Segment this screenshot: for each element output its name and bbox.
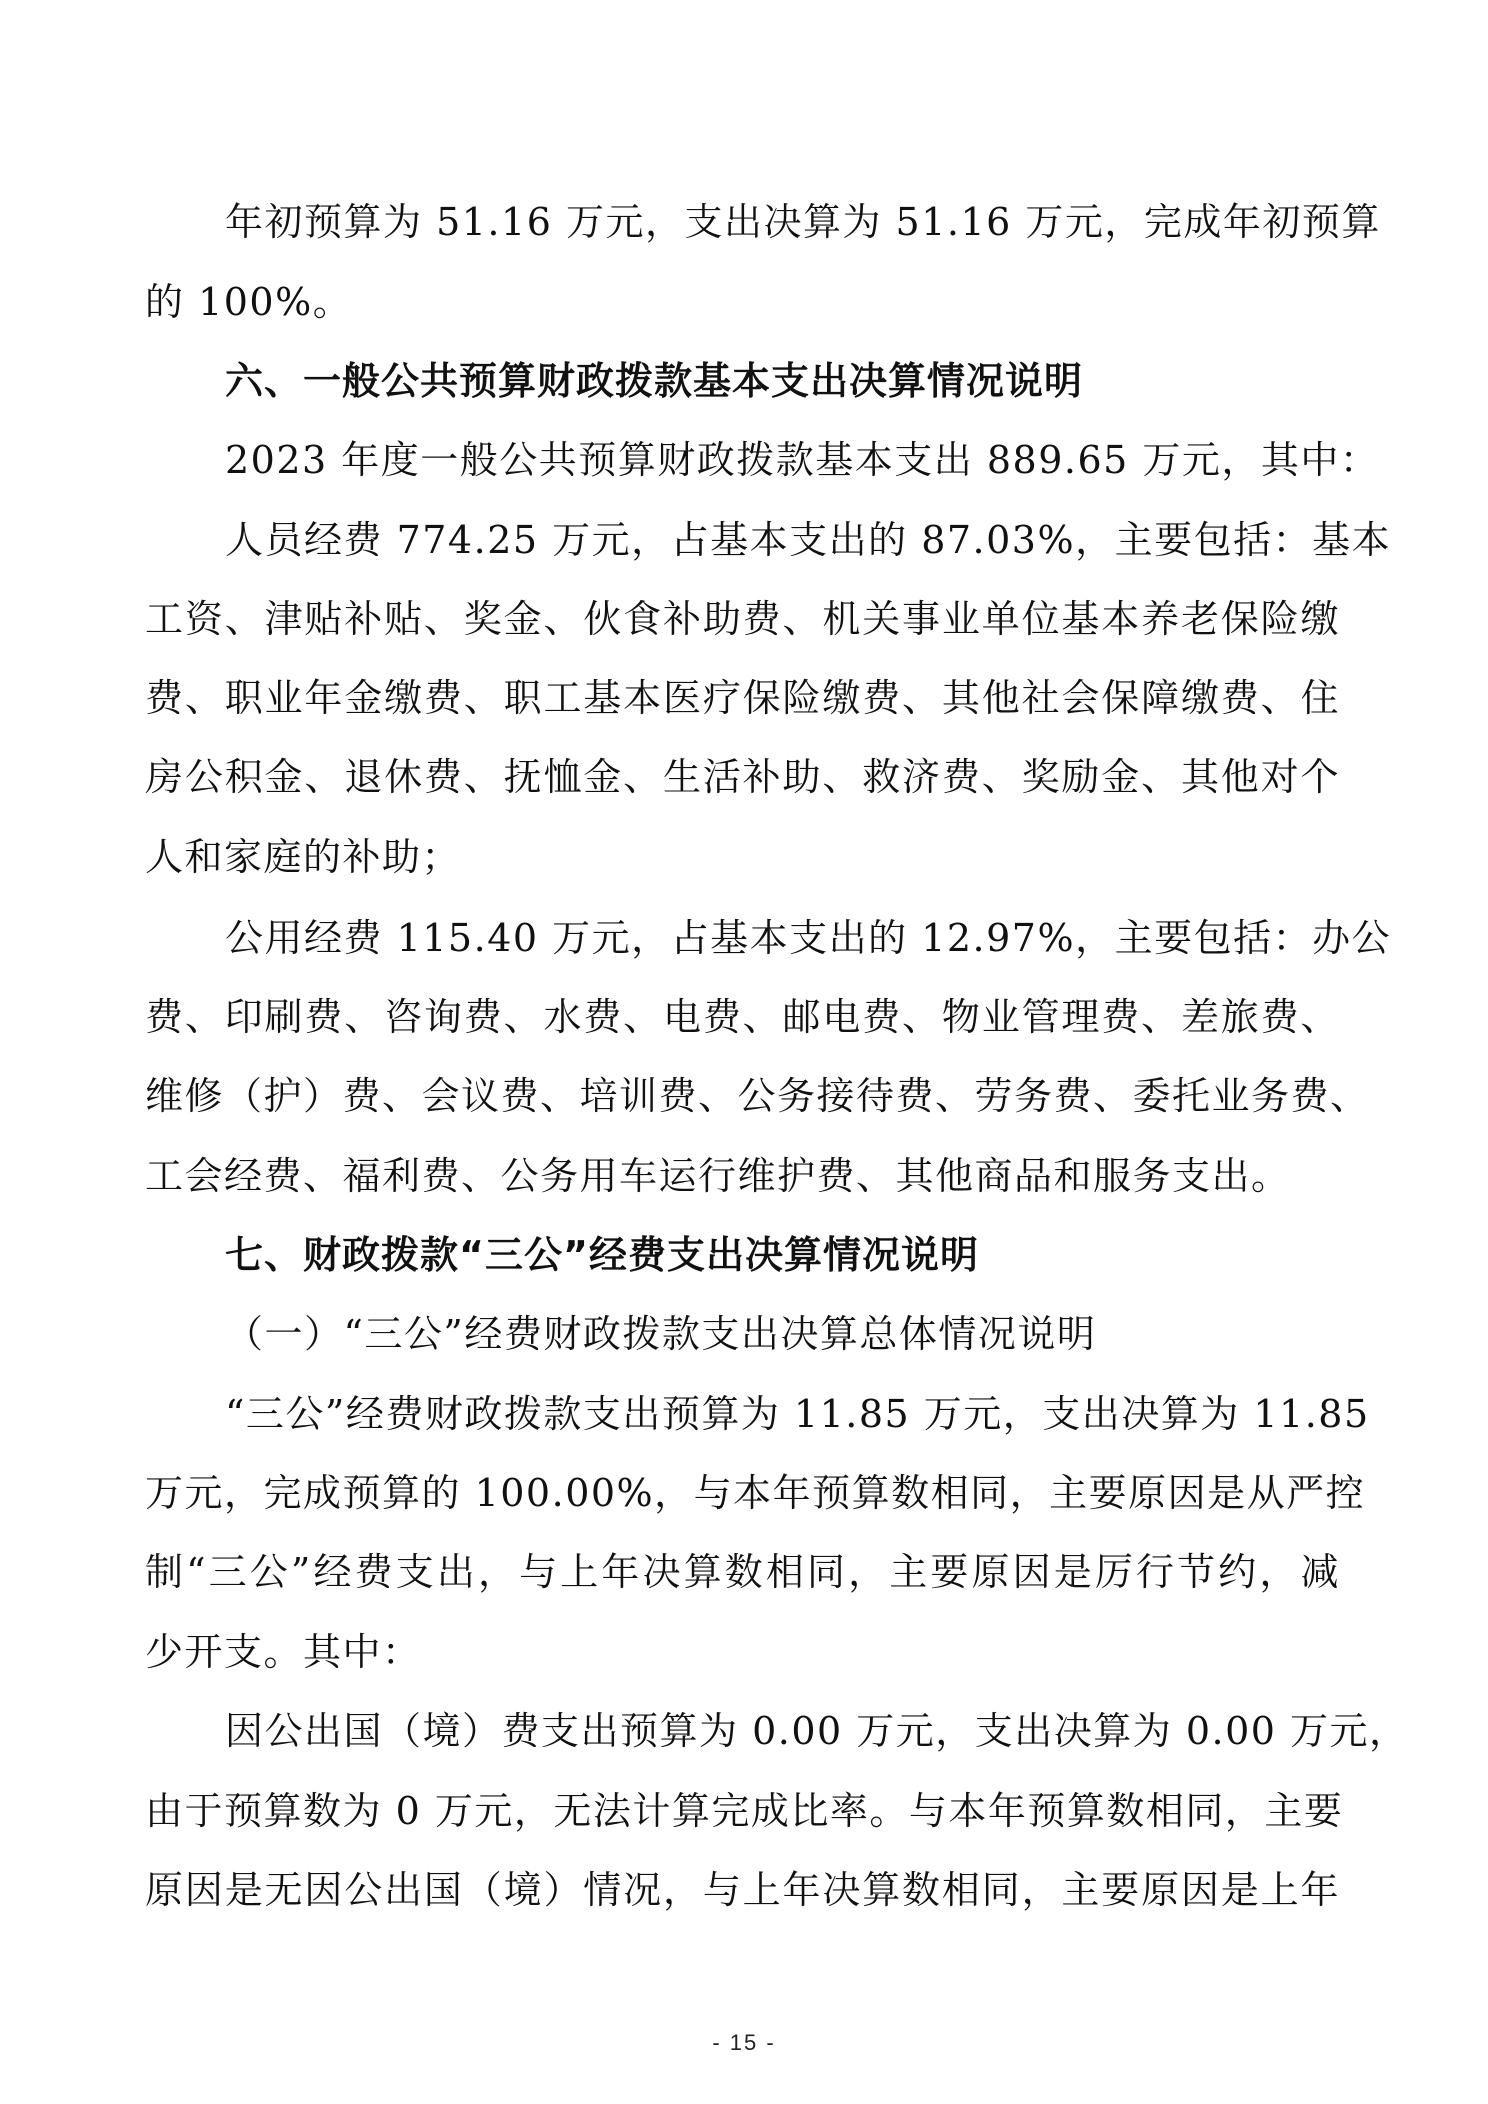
- paragraph-line: 少开支。其中：: [145, 1630, 422, 1674]
- paragraph-line: 费、职业年金缴费、职工基本医疗保险缴费、其他社会保障缴费、住: [145, 676, 1340, 720]
- page-number: - 15 -: [712, 2030, 776, 2055]
- paragraph-line: 年初预算为 51.16 万元，支出决算为 51.16 万元，完成年初预算: [225, 200, 1381, 244]
- paragraph-line: “三公”经费财政拨款支出预算为 11.85 万元，支出决算为 11.85: [225, 1392, 1370, 1436]
- paragraph-line: 由于预算数为 0 万元，无法计算完成比率。与本年预算数相同，主要: [145, 1789, 1344, 1833]
- paragraph-line: 万元，完成预算的 100.00%，与本年预算数相同，主要原因是从严控: [145, 1471, 1366, 1515]
- paragraph-line: 维修（护）费、会议费、培训费、公务接待费、劳务费、委托业务费、: [145, 1074, 1370, 1118]
- paragraph-line: 人和家庭的补助；: [145, 835, 462, 879]
- paragraph-line: 费、印刷费、咨询费、水费、电费、邮电费、物业管理费、差旅费、: [145, 995, 1340, 1039]
- subsection-heading: （一）“三公”经费财政拨款支出决算总体情况说明: [225, 1312, 1097, 1356]
- paragraph-line: 的 100%。: [145, 280, 353, 324]
- paragraph-line: 因公出国（境）费支出预算为 0.00 万元，支出决算为 0.00 万元，: [225, 1709, 1409, 1753]
- paragraph-line: 2023 年度一般公共预算财政拨款基本支出 889.65 万元，其中：: [225, 438, 1380, 482]
- paragraph-line: 工会经费、福利费、公务用车运行维护费、其他商品和服务支出。: [145, 1154, 1291, 1198]
- section-heading: 七、财政拨款“三公”经费支出决算情况说明: [225, 1233, 979, 1277]
- paragraph-line: 制“三公”经费支出，与上年决算数相同，主要原因是厉行节约，减: [145, 1550, 1340, 1594]
- section-heading: 六、一般公共预算财政拨款基本支出决算情况说明: [225, 359, 1084, 403]
- paragraph-line: 公用经费 115.40 万元，占基本支出的 12.97%，主要包括：办公: [225, 916, 1392, 960]
- paragraph-line: 房公积金、退休费、抚恤金、生活补助、救济费、奖励金、其他对个: [145, 755, 1340, 799]
- paragraph-line: 工资、津贴补贴、奖金、伙食补助费、机关事业单位基本养老保险缴: [145, 597, 1340, 641]
- paragraph-line: 原因是无因公出国（境）情况，与上年决算数相同，主要原因是上年: [145, 1868, 1340, 1912]
- paragraph-line: 人员经费 774.25 万元，占基本支出的 87.03%，主要包括：基本: [225, 518, 1392, 562]
